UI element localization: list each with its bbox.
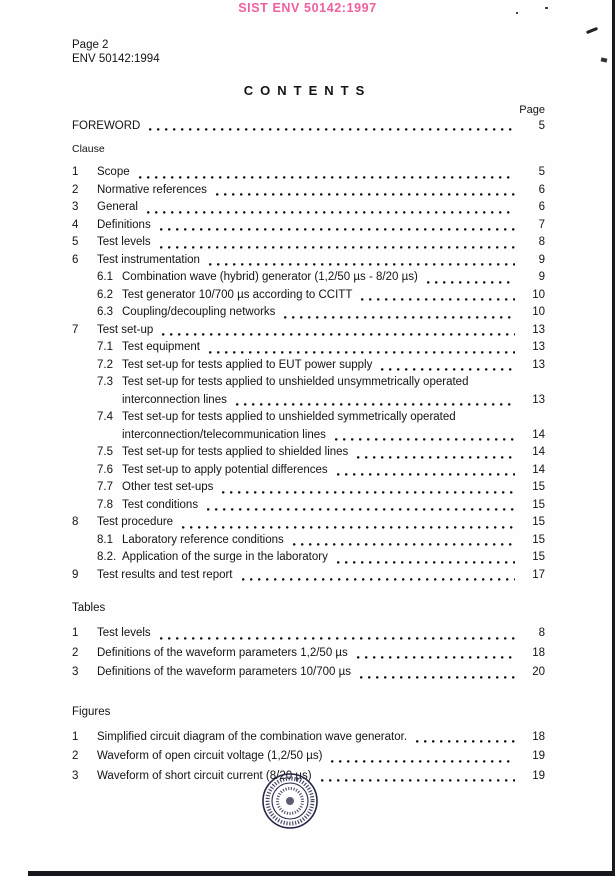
toc-entry-number: 1 <box>72 730 79 743</box>
toc-entry-title: Scope <box>97 166 130 178</box>
dot-leader <box>427 280 515 285</box>
toc-row <box>72 645 545 663</box>
toc-entry-body <box>122 304 545 322</box>
toc-row <box>72 322 545 340</box>
toc-row <box>72 234 545 252</box>
toc-entry-page: 19 <box>532 769 545 782</box>
dot-leader <box>207 507 515 512</box>
toc-entry-page: 15 <box>532 516 545 528</box>
toc-entry-page: 14 <box>532 446 545 458</box>
scan-edge-bottom <box>28 871 615 876</box>
dot-leader <box>321 778 515 783</box>
toc-entry-number: 7.1 <box>97 341 113 353</box>
toc-entry-body <box>97 234 545 252</box>
toc-entry-page: 13 <box>532 323 545 336</box>
document-reference: ENV 50142:1994 <box>72 53 160 65</box>
toc-entry-page: 15 <box>532 498 545 511</box>
toc-entry-body <box>97 182 545 200</box>
toc-entry-title: Test set-up for tests applied to EUT power supply <box>122 358 373 371</box>
toc-row <box>72 182 545 200</box>
toc-entry-title: Waveform of open circuit voltage (1,2/50 µs) <box>97 750 323 762</box>
toc-entry-body <box>97 748 545 766</box>
toc-row <box>72 625 545 643</box>
toc-entry-title: Test conditions <box>122 498 199 511</box>
toc-entry-title: Other test set-ups <box>122 481 214 493</box>
toc-entry-body <box>122 357 545 375</box>
dot-leader <box>335 437 515 442</box>
toc-entry-body <box>122 532 545 550</box>
toc-entry-page: 13 <box>532 393 545 406</box>
toc-entry-page: 19 <box>532 750 545 762</box>
scan-artifact <box>545 7 548 9</box>
toc-entry-number: 2 <box>72 183 79 196</box>
toc-entry-body <box>97 199 545 217</box>
stamp-icon <box>261 772 319 830</box>
scan-artifact <box>586 27 598 34</box>
toc-entry-title: Test set-up for tests applied to unshielded symmetrically operated <box>122 411 456 423</box>
toc-entry-number: 8.2. <box>97 551 117 563</box>
toc-entry-body <box>122 444 545 462</box>
toc-row <box>72 357 545 375</box>
toc-entry-title: Test generator 10/700 µs according to CCITT <box>122 288 353 301</box>
toc-entry-page: 18 <box>532 646 545 659</box>
toc-row <box>72 339 545 357</box>
toc-entry-title: Combination wave (hybrid) generator (1,2/50 µs - 8/20 µs) <box>122 271 418 283</box>
dot-leader <box>357 455 515 460</box>
toc-entry-body <box>97 322 545 340</box>
toc-entry-title: Test instrumentation <box>97 253 200 266</box>
toc-entry-number: 3 <box>72 666 79 678</box>
dot-leader <box>242 577 515 582</box>
toc-entry-page: 15 <box>532 533 545 546</box>
toc-entry-title: Test equipment <box>122 341 200 353</box>
toc-entry-number: 7.4 <box>97 411 113 423</box>
toc-entry-body <box>122 269 545 287</box>
toc-entry-page: 10 <box>532 288 545 301</box>
toc-entry-title: Test levels <box>97 627 151 639</box>
toc-entry-title-continuation: interconnection lines <box>122 393 227 406</box>
toc-entry-page: 6 <box>538 201 545 213</box>
toc-entry-body <box>97 645 545 663</box>
toc-entry-title: Normative references <box>97 183 207 196</box>
toc-entry-number: 2 <box>72 750 79 762</box>
toc-entry-title: Laboratory reference conditions <box>122 533 284 546</box>
toc-row <box>72 409 545 444</box>
clauses-list <box>72 164 545 584</box>
dot-leader <box>209 262 515 267</box>
dot-leader <box>416 739 515 744</box>
toc-entry-title: Test set-up <box>97 323 154 336</box>
toc-entry-page: 13 <box>532 358 545 371</box>
dot-leader <box>357 655 515 660</box>
toc-entry-page: 14 <box>532 428 545 441</box>
toc-entry-body <box>97 768 545 786</box>
toc-entry-title: Test set-up for tests applied to shielded lines <box>122 446 349 458</box>
dot-leader <box>236 402 515 407</box>
toc-entry-page: 20 <box>532 666 545 678</box>
toc-row <box>72 549 545 567</box>
toc-row <box>72 514 545 532</box>
toc-entry-number: 6.3 <box>97 306 113 318</box>
dot-leader <box>216 192 515 197</box>
foreword-entry <box>72 118 545 134</box>
toc-entry-title: Test levels <box>97 236 151 248</box>
dot-leader <box>284 315 515 320</box>
dot-leader <box>361 297 515 302</box>
toc-entry-number: 1 <box>72 627 79 639</box>
page-column-label: Page <box>519 104 545 116</box>
toc-entry-number: 7.7 <box>97 481 113 493</box>
toc-entry-number: 9 <box>72 568 79 581</box>
toc-entry-number: 7.5 <box>97 446 113 458</box>
toc-entry-page: 5 <box>538 166 545 178</box>
toc-row <box>72 664 545 682</box>
toc-row <box>72 287 545 305</box>
toc-row <box>72 199 545 217</box>
foreword-page: 5 <box>538 120 545 132</box>
watermark-text: SIST ENV 50142:1997 <box>238 1 377 15</box>
toc-entry-page: 10 <box>532 306 545 318</box>
toc-row <box>72 497 545 515</box>
toc-entry-title: Application of the surge in the laboratory <box>122 551 328 563</box>
toc-entry-body <box>97 164 545 182</box>
toc-entry-number: 3 <box>72 201 79 213</box>
toc-entry-title-continuation: interconnection/telecommunication lines <box>122 428 326 441</box>
figures-section-label: Figures <box>72 705 111 718</box>
toc-entry-number: 7.2 <box>97 358 113 371</box>
contents-title: CONTENTS <box>243 83 372 98</box>
toc-entry-page: 7 <box>538 218 545 231</box>
page-number-label: Page 2 <box>72 39 109 51</box>
toc-entry-number: 3 <box>72 769 79 782</box>
dot-leader <box>160 227 515 232</box>
toc-content <box>72 118 545 787</box>
toc-entry-page: 18 <box>532 730 545 743</box>
toc-row <box>72 164 545 182</box>
toc-entry-body <box>97 217 545 235</box>
toc-entry-body <box>97 664 545 682</box>
dot-leader <box>162 332 515 337</box>
page-header <box>72 38 160 66</box>
clause-section-label: Clause <box>72 143 105 155</box>
toc-entry-body <box>122 287 545 305</box>
toc-entry-title: Waveform of short circuit current (8/20 µs) <box>97 769 312 782</box>
toc-entry-number: 5 <box>72 236 79 248</box>
toc-row <box>72 729 545 747</box>
toc-entry-body <box>97 567 545 585</box>
toc-entry-page: 9 <box>538 253 545 266</box>
toc-entry-number: 6.1 <box>97 271 113 283</box>
toc-entry-page: 17 <box>532 568 545 581</box>
toc-entry-page: 9 <box>538 271 545 283</box>
dot-leader <box>209 350 515 355</box>
toc-entry-title: Definitions of the waveform parameters 1,2/50 µs <box>97 646 348 659</box>
dot-leader <box>360 675 515 680</box>
toc-entry-number: 6.2 <box>97 288 113 301</box>
toc-row <box>72 462 545 480</box>
toc-entry-title: Test results and test report <box>97 568 233 581</box>
toc-entry-body <box>122 462 545 480</box>
tables-section-label: Tables <box>72 602 106 614</box>
dot-leader <box>293 542 515 547</box>
toc-entry-title: Simplified circuit diagram of the combination wave generator. <box>97 730 408 743</box>
toc-row <box>72 479 545 497</box>
dot-leader <box>182 525 515 530</box>
toc-row <box>72 532 545 550</box>
scan-artifact <box>516 12 518 14</box>
toc-entry-body <box>97 729 545 747</box>
toc-entry-number: 7.3 <box>97 376 113 388</box>
toc-entry-title: Coupling/decoupling networks <box>122 306 276 318</box>
dot-leader <box>149 127 515 132</box>
dot-leader <box>160 636 515 641</box>
toc-entry-page: 15 <box>532 481 545 493</box>
toc-entry-body <box>122 409 545 444</box>
dot-leader <box>331 759 515 764</box>
toc-entry-number: 4 <box>72 218 79 231</box>
toc-entry-title: Definitions of the waveform parameters 10/700 µs <box>97 666 351 678</box>
toc-entry-body <box>122 479 545 497</box>
toc-entry-number: 2 <box>72 646 79 659</box>
foreword-label: FOREWORD <box>72 120 141 132</box>
toc-entry-page: 13 <box>532 341 545 353</box>
toc-entry-number: 1 <box>72 166 79 178</box>
toc-entry-body <box>97 514 545 532</box>
toc-entry-body <box>122 549 545 567</box>
toc-entry-page: 6 <box>538 183 545 196</box>
toc-row <box>72 252 545 270</box>
toc-row <box>72 217 545 235</box>
toc-entry-page: 14 <box>532 463 545 476</box>
toc-entry-page: 15 <box>532 551 545 563</box>
dot-leader <box>222 490 515 495</box>
toc-entry-title: Test set-up for tests applied to unshielded unsymmetrically operated <box>122 376 469 388</box>
toc-entry-body <box>97 625 545 643</box>
toc-row <box>72 304 545 322</box>
toc-entry-title: Test procedure <box>97 516 174 528</box>
toc-row <box>72 567 545 585</box>
toc-entry-title: Definitions <box>97 218 151 231</box>
dot-leader <box>147 210 515 215</box>
toc-entry-page: 8 <box>538 236 545 248</box>
toc-entry-body <box>122 339 545 357</box>
toc-row <box>72 748 545 766</box>
toc-entry-number: 8.1 <box>97 533 113 546</box>
dot-leader <box>337 472 515 477</box>
toc-entry-body <box>122 497 545 515</box>
toc-entry-number: 6 <box>72 253 79 266</box>
dot-leader <box>139 175 515 180</box>
toc-entry-number: 8 <box>72 516 79 528</box>
toc-entry-page: 8 <box>538 627 545 639</box>
toc-entry-number: 7 <box>72 323 79 336</box>
toc-entry-body <box>122 374 545 409</box>
toc-entry-title: Test set-up to apply potential differences <box>122 463 328 476</box>
toc-entry-number: 7.6 <box>97 463 113 476</box>
toc-entry-title: General <box>97 201 138 213</box>
tables-list <box>72 625 545 682</box>
dot-leader <box>160 245 515 250</box>
dot-leader <box>381 367 515 372</box>
toc-row <box>72 269 545 287</box>
dot-leader <box>337 560 515 565</box>
scan-artifact <box>601 57 608 62</box>
toc-entry-number: 7.8 <box>97 498 113 511</box>
toc-row <box>72 374 545 409</box>
toc-entry-body <box>97 252 545 270</box>
toc-row <box>72 444 545 462</box>
